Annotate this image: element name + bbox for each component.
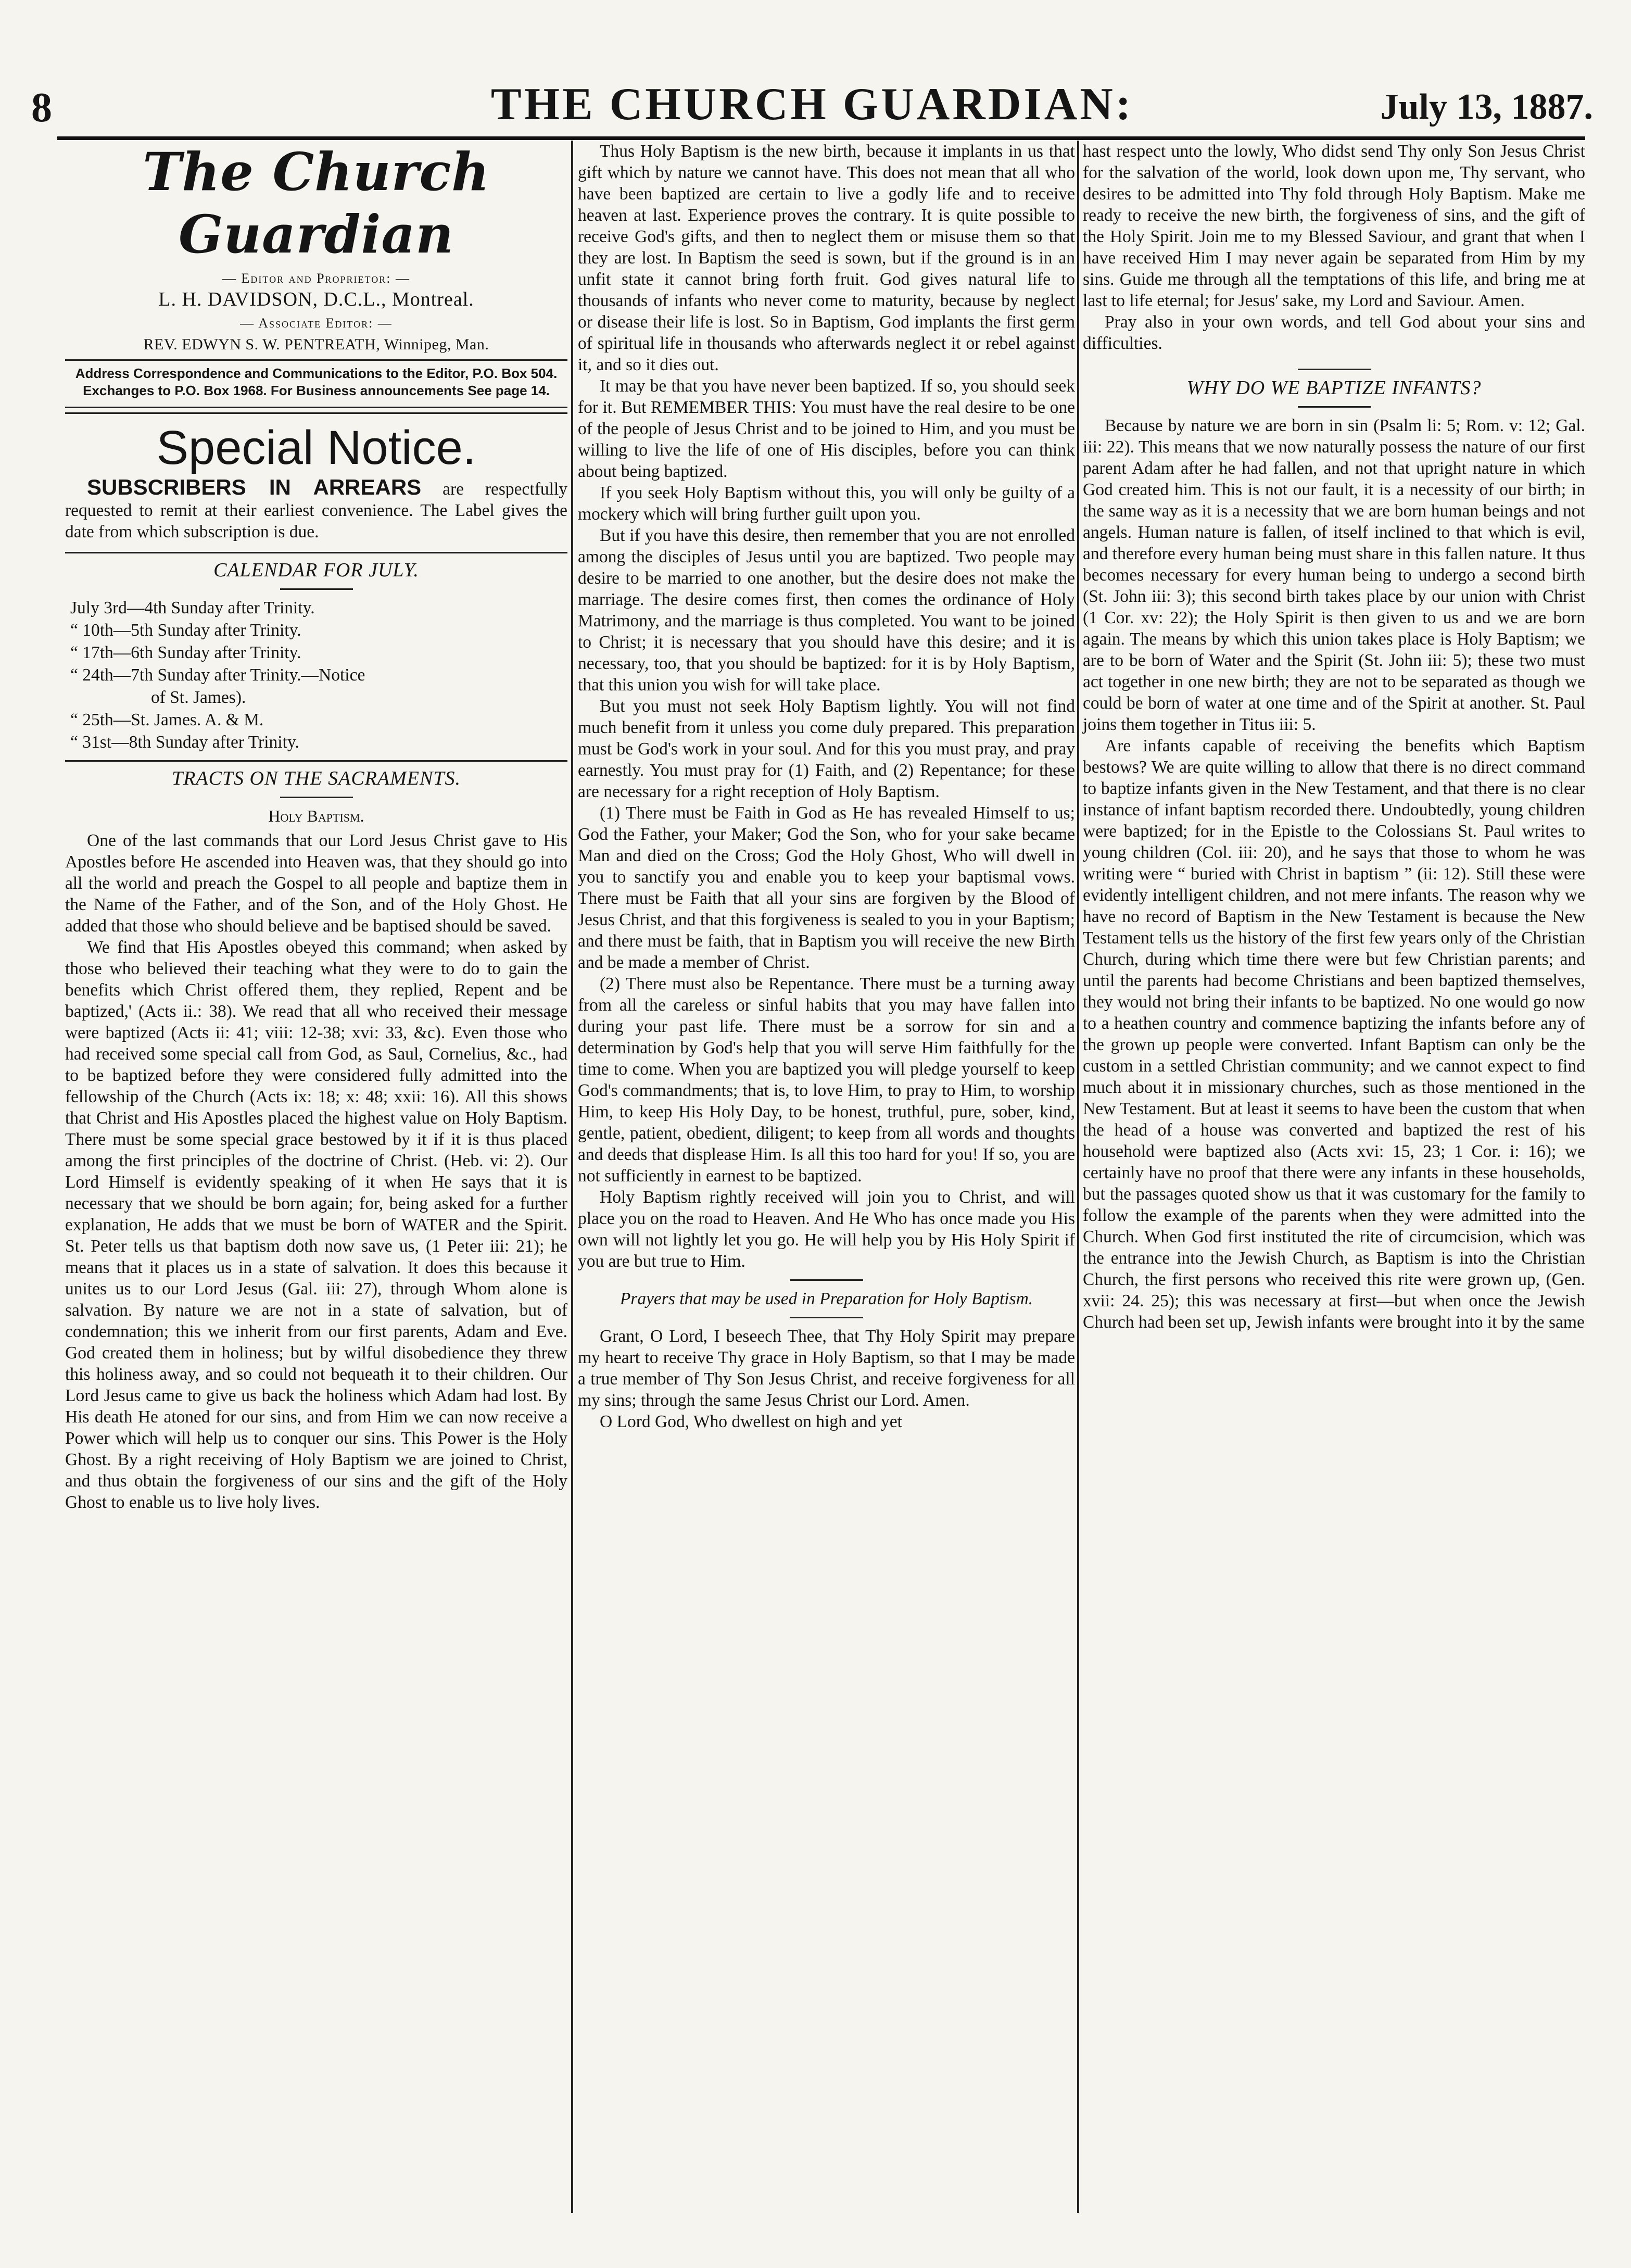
short-rule: [790, 1279, 863, 1281]
article-paragraph: Thus Holy Baptism is the new birth, because it implants in us that gift which by nature we cannot have. This does not mean that all who have been baptized are certain to live a godly life and to receive heaven at last. Experience proves the contrary. It is quite possible to receive God's gifts, and then to neglect them or misuse them so that they are lost. In Baptism the seed is sown, but if the ground is in an unfit state it cannot bring forth fruit. God gives natural life to thousands of infants who never come to maturity, because by neglect or disease their life is lost. So in Baptism, God implants the first germ of spiritual life in thousands who afterwards neglect it or rebel against it, and so it dies out.: [578, 142, 1075, 374]
issue-date: July 13, 1887.: [1380, 87, 1593, 127]
divider: [65, 552, 567, 553]
calendar-row: “ 25th—St. James. A. & M.: [70, 710, 264, 729]
calendar-row: “ 10th—5th Sunday after Trinity.: [70, 621, 301, 640]
subscribers-body: are respectfully requested to remit at their earliest convenience. The Label gives the date from which subscription is due.: [65, 480, 568, 541]
article-paragraph: But you must not seek Holy Baptism lightly. You will not find much benefit from it unless you come duly prepared. This preparation must be God's work in your soul. And for this you must pray, and pray earnestly. You must pray for (1) Faith, and (2) Repentance; for these are necessary for a right reception of Holy Baptism.: [578, 697, 1075, 801]
associate-editor: REV. EDWYN S. W. PENTREATH, Winnipeg, Man.: [143, 336, 489, 353]
calendar-row: of St. James).: [151, 688, 246, 707]
header-rule: [57, 136, 1585, 140]
tracts-subtitle: Holy Baptism.: [268, 807, 364, 825]
tracts-paragraph: One of the last commands that our Lord Jesus Christ gave to His Apostles before He ascended into Heaven was, that they should go into all the world and preach the Gospel to all people and baptize them in the Name of the Father, and of the Son, and of the Holy Ghost. He added that those who should believe and be baptised should be saved.: [65, 831, 567, 936]
article-paragraph: Because by nature we are born in sin (Psalm li: 5; Rom. v: 12; Gal. iii: 22). This means that we now naturally possess the nature of our first parent Adam after he had fallen, and not that upright nature in which God created him. This is not our fault, it is a necessity of our birth; in the same way as it is a necessity that we are born human beings and not angels. Human nature is fallen, of itself inclined to that which is evil, and therefore every human being must share in this fallen nature. It thus becomes necessary for every human being to undergo a second birth (St. John iii: 3); this second birth takes place by our union with Christ (1 Cor. xv: 22); the Holy Spirit is then given to us and we are born again. The means by which this union takes place is Holy Baptism; we are to be born of Water and the Spirit (St. John iii: 5); these two must act together in one new birth; they are not to be separated as though we could be born of water at one time and of the Spirit at another. St. Paul joins them together in Titus iii: 5.: [1083, 416, 1585, 734]
divider: [65, 412, 567, 414]
calendar-row: “ 24th—7th Sunday after Trinity.—Notice: [70, 665, 365, 685]
column-divider: [1077, 141, 1079, 2213]
prayer-paragraph: hast respect unto the lowly, Who didst send Thy only Son Jesus Christ for the salvation of the world, look down upon me, Thy servant, who desires to be admitted into Thy fold through Holy Baptism. Make me ready to receive the new birth, the forgiveness of sins, and the gift of the Holy Spirit. Join me to my Blessed Saviour, and grant that when I have received Him I may never again be separated from Him by my sins. Guide me through all the temptations of this life, and bring me at last to life eternal; for Jesus' sake, my Lord and Saviour. Amen.: [1083, 142, 1585, 310]
calendar-row: July 3rd—4th Sunday after Trinity.: [70, 598, 315, 618]
editor-name: L. H. DAVIDSON, D.C.L., Montreal.: [158, 288, 474, 310]
calendar-row: “ 17th—6th Sunday after Trinity.: [70, 643, 301, 662]
calendar-list: [65, 597, 567, 753]
editor-label: — Editor and Proprietor: —: [222, 271, 410, 286]
column-2: [578, 141, 1075, 1432]
article-paragraph: But if you have this desire, then remember that you are not enrolled among the disciples of Jesus until you are baptized. Two people may desire to be married to one another, but the desire does not make the marriage. The desire comes first, then comes the ordinance of Holy Matrimony, and the marriage is thus completed. You want to be joined to Christ; it is necessary that you should have this desire; and it is necessary, too, that you should be baptized: for it is by Holy Baptism, that this union you wish for will take place.: [578, 526, 1075, 695]
article-paragraph: Pray also in your own words, and tell God about your sins and difficulties.: [1083, 312, 1585, 353]
article-paragraph: It may be that you have never been baptized. If so, you should seek for it. But REMEMBER THIS: You must have the real desire to be one of the people of Jesus Christ and to be joined to Him, and you must be willing to live the life of one of His disciples, before you can think about being baptized.: [578, 376, 1075, 481]
short-rule: [790, 1317, 863, 1318]
article-paragraph: If you seek Holy Baptism without this, you will only be guilty of a mockery which will bring further guilt upon you.: [578, 483, 1075, 524]
calendar-row: “ 31st—8th Sunday after Trinity.: [70, 733, 299, 752]
column-divider: [571, 141, 573, 2213]
masthead-title: The Church Guardian: [143, 141, 490, 265]
prayer-paragraph: O Lord God, Who dwellest on high and yet: [600, 1412, 902, 1431]
article-paragraph: (2) There must also be Repentance. There must be a turning away from all the careless or sinful habits that you may have fallen into during your past life. There must be a sorrow for sin and a determination by God's help that you will serve Him faithfully for the time to come. When you are baptized you will pledge yourself to keep God's commandments; that is, to love Him, to pray to Him, to worship Him, to keep His Holy Day, to be honest, truthful, pure, sober, kind, gentle, patient, obedient, diligent; to keep from all words and thoughts and deeds that displease Him. Is all this too hard for you! If so, you are not sufficiently in earnest to be baptized.: [578, 974, 1075, 1186]
address-notice: Address Correspondence and Communications to the Editor, P.O. Box 504. Exchanges to P.O. Box 1968. For Business announcements See page 14.: [75, 366, 558, 398]
tracts-title: TRACTS ON THE SACRAMENTS.: [172, 767, 461, 789]
subscribers-lead: SUBSCRIBERS IN ARREARS: [87, 475, 422, 499]
short-rule: [1298, 369, 1371, 370]
prayers-title: Prayers that may be used in Preparation for Holy Baptism.: [619, 1289, 1033, 1308]
divider: [65, 407, 567, 408]
prayer-paragraph: Grant, O Lord, I beseech Thee, that Thy Holy Spirit may prepare my heart to receive Thy grace in Holy Baptism, so that I may be made a true member of Thy Son Jesus Christ, and receive forgiveness for all my sins; through the same Jesus Christ our Lord. Amen.: [578, 1327, 1075, 1410]
short-rule: [280, 588, 353, 590]
subscribers-notice: [65, 476, 567, 543]
associate-label: — Associate Editor: —: [240, 316, 393, 331]
column-3: [1083, 141, 1585, 1333]
tracts-paragraph: We find that His Apostles obeyed this command; when asked by those who believed their teaching what they were to do to gain the benefits which Christ offered them, they replied, Repent and be baptized,' (Acts ii.: 38). We read that all who received their message were baptized (Acts ii: 41; viii: 12-38; xvi: 33, &c). Even those who had received some special call from God, as Saul, Cornelius, &c., had to be baptized before they were considered fully admitted into the fellowship of the Church (Acts ix: 18; x: 48; xxii: 16). All this shows that Christ and His Apostles placed the highest value on Holy Baptism. There must be some special grace bestowed by it if it is thus placed among the first principles of the doctrine of Christ. (Heb. vi: 2). Our Lord Himself is evidently speaking of it when He says that it is necessary that we should be born again; for, being asked for a further explanation, He adds that we must be born of WATER and the Spirit. St. Peter tells us that baptism doth now save us, (1 Peter iii: 21); he means that it places us in a state of salvation. It does this because it unites us to our Lord Jesus (Gal. iii: 27), through Whom alone is salvation. By nature we are not in a state of salvation, but of condemnation; this we inherit from our first parents, Adam and Eve. God created them in holiness; but by wilful disobedience they threw this holiness away, and so could not bequeath it to their children. Our Lord Jesus came to give us back the holiness which Adam had lost. By His death He atoned for our sins, and from Him we can now receive a Power which will help us to conquer our sins. This Power is the Holy Ghost. By a right receiving of Holy Baptism we are joined to Christ, and thus obtain the forgiveness of our sins and the gift of the Holy Ghost to enable us to live holy lives.: [65, 938, 567, 1512]
page-number: 8: [31, 85, 52, 131]
special-notice-title: Special Notice.: [156, 421, 476, 474]
newspaper-title: THE CHURCH GUARDIAN:: [490, 79, 1134, 130]
calendar-title: CALENDAR FOR JULY.: [213, 559, 419, 581]
article-paragraph: Are infants capable of receiving the benefits which Baptism bestows? We are quite willing to allow that there is no direct command to baptize infants given in the New Testament, and that there is no clear instance of infant baptism recorded there. Undoubtedly, young children were baptized; for in the Epistle to the Colossians St. Paul writes to young children (Col. iii: 20), and he says that those to whom he was writing were “ buried with Christ in baptism ” (ii: 12). Still these were evidently intelligent children, and not mere infants. The reason why we have no record of Baptism in the New Testament is because the New Testament tells us the history of the first few years only of the Christian Church, during which time there were but few Christian parents; and until the parents had become Christians and been baptized themselves, they would not bring their infants to be baptized. No one would go now to a heathen country and commence baptizing the infants before any of the grown up people were converted. Infant Baptism can only be the custom in a settled Christian community; and we cannot expect to find much about it in missionary churches, such as those mentioned in the New Testament. But at least it seems to have been the custom that when the head of a house was converted and baptized the rest of his household were baptized also (Acts xvi: 15, 23; 1 Cor. i: 16); we certainly have no proof that there were any infants in these households, but the passages quoted show us that it was customary for the family to follow the example of the parents when they were admitted into the Church. When God first instituted the rite of circumcision, which was the entrance into the Jewish Church, as Baptism is into the Christian Church, the first persons who received this rite were grown up, (Gen. xvii: 24. 25); this was necessary at first—but when once the Jewish Church had been set up, Jewish infants were brought into it by the same: [1083, 736, 1585, 1332]
article-paragraph: (1) There must be Faith in God as He has revealed Himself to us; God the Father, your Maker; God the Son, who for your sake became Man and died on the Cross; God the Holy Ghost, Who will dwell in you to sanctify you and enable you to keep your baptismal vows. There must be Faith that all your sins are forgiven by the Blood of Jesus Christ, and that this forgiveness is sealed to you in your Baptism; and there must be faith, that in Baptism you will receive the new Birth and be made a member of Christ.: [578, 803, 1075, 972]
short-rule: [1298, 406, 1371, 408]
infants-title: WHY DO WE BAPTIZE INFANTS?: [1186, 377, 1482, 399]
article-paragraph: Holy Baptism rightly received will join you to Christ, and will place you on the road to Heaven. And He Who has once made you His own will not lightly let you go. He will help you by His Holy Spirit if you are but true to Him.: [578, 1188, 1075, 1271]
column-1: [65, 141, 567, 1513]
short-rule: [280, 797, 353, 798]
divider: [65, 359, 567, 361]
page-header: [31, 78, 1593, 135]
divider: [65, 760, 567, 762]
